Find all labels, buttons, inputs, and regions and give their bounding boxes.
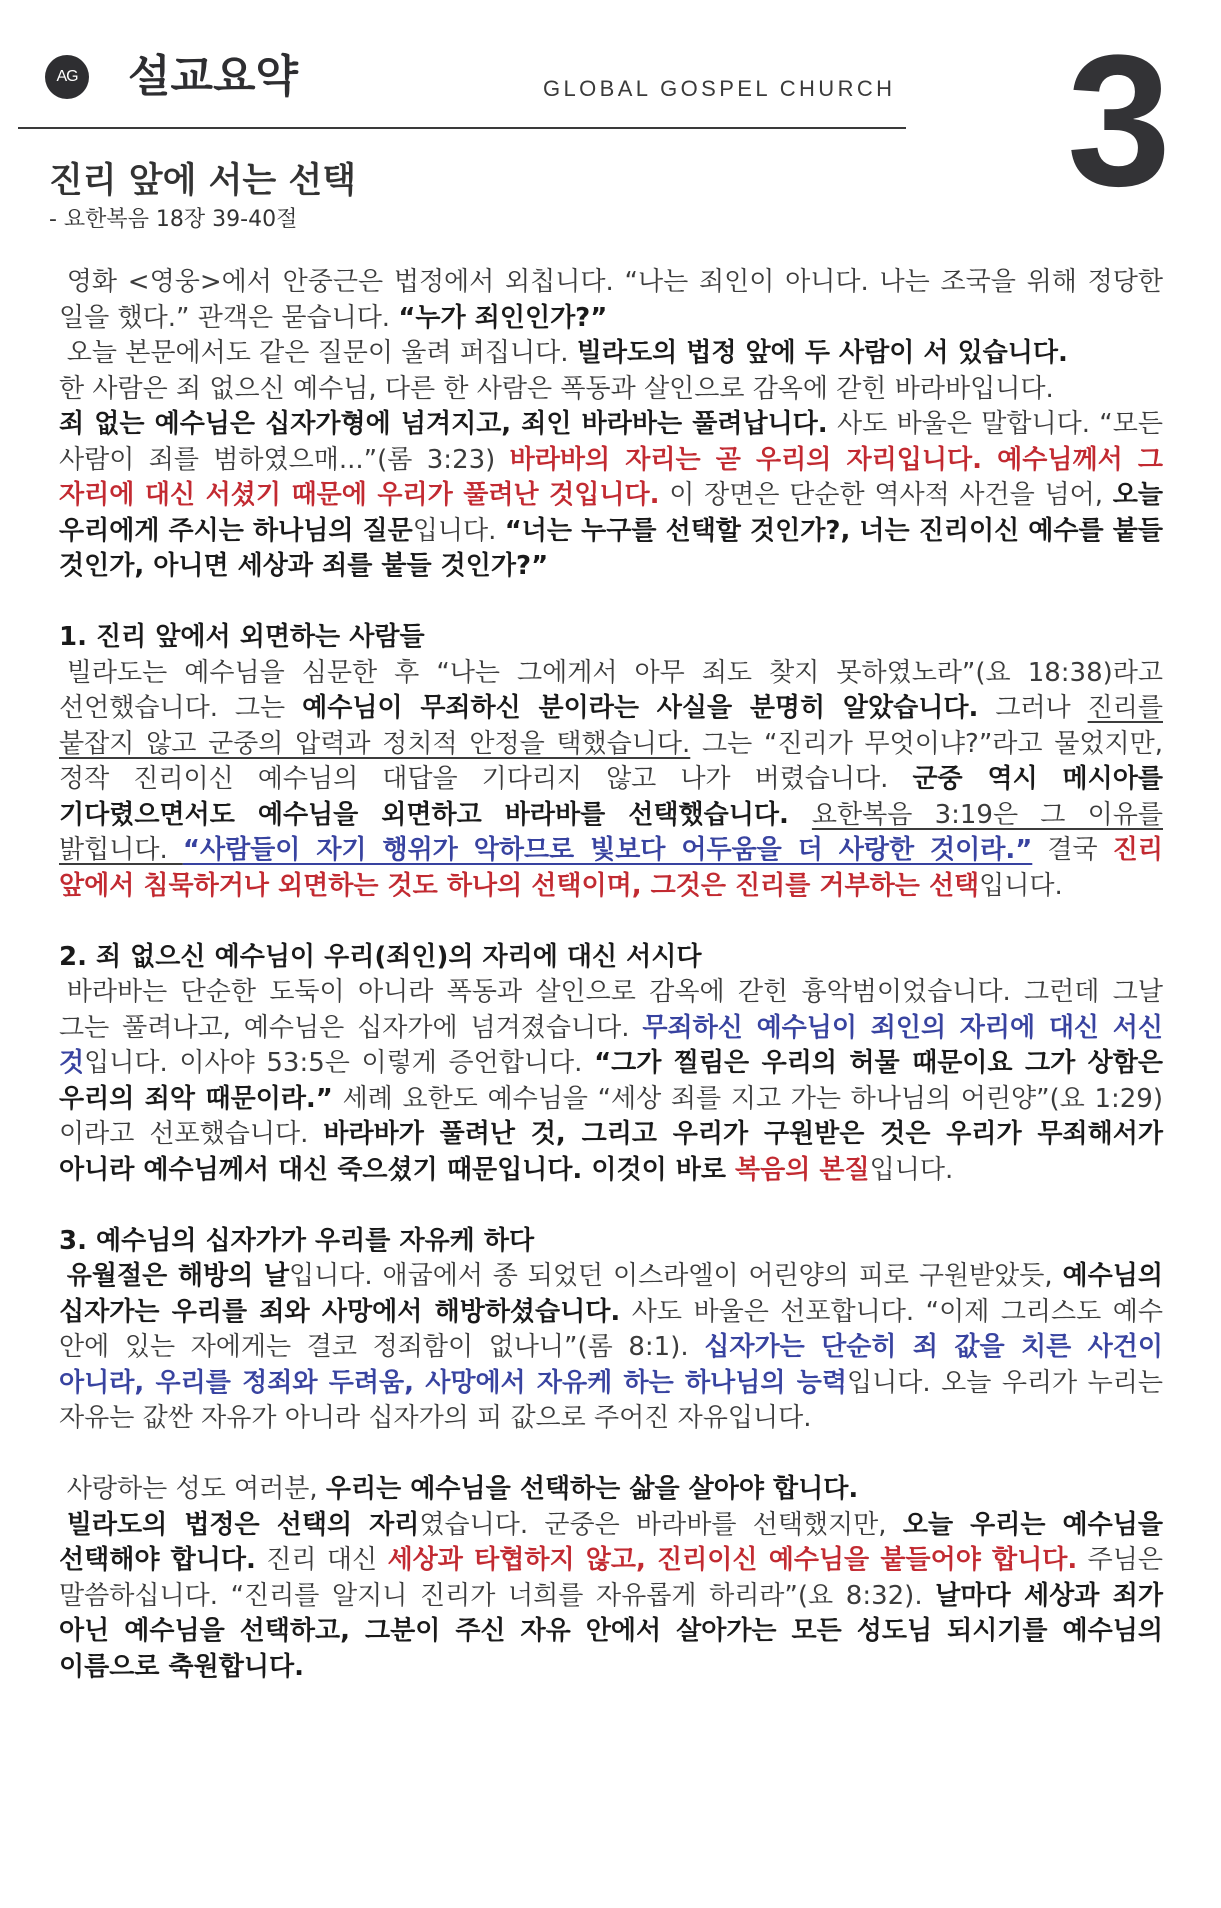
logo-text: AG (56, 68, 78, 85)
bold-text: 군중 역시 메시아를 기다렸으면서도 예수님을 외면하고 바라바를 선택했습니다. (59, 764, 1163, 830)
sermon-body (59, 265, 1163, 1685)
underlined-text: 진리를 붙잡지 않고 군중의 압력과 정치적 안정을 택했습니다. (59, 693, 1163, 759)
text-run: 그는 “진리가 무엇이냐?”라고 물었지만, 정작 진리이신 예수님의 대답을 기다리지 않고 나가 버렸습니다. (59, 728, 1163, 794)
section-1 (59, 620, 1163, 904)
bold-text: “누가 죄인인가?” (398, 302, 608, 333)
bold-text: 바라바가 풀려난 것, 그리고 우리가 구원받은 것은 우리가 무죄해서가 아니라 예수님께서 대신 죽으셨기 때문입니다. 이것이 바로 (59, 1119, 1164, 1185)
text-run: 주님은 말씀하십니다. “진리를 알지니 진리가 너희를 자유롭게 하리라”(요 8:32). (59, 1545, 1163, 1611)
section-heading: 1. 진리 앞에서 외면하는 사람들 (59, 622, 425, 652)
sermon-title: 진리 앞에 서는 선택 (49, 161, 357, 201)
red-emphasis-text: 세상과 타협하지 않고, 진리이신 예수님을 붙들어야 합니다. (387, 1545, 1078, 1575)
bold-text: 빌라도의 법정은 선택의 자리 (66, 1509, 420, 1540)
bold-text: 죄 없는 예수님은 십자가형에 넘겨지고, 죄인 바라바는 풀려납니다. (59, 409, 828, 439)
bulletin-label: 설교요약 (128, 51, 299, 102)
text-run: 사도 바울은 선포합니다. “이제 그리스도 예수 안에 있는 자에게는 결코 정죄함이 없나니”(롬 8:1). (59, 1296, 1163, 1362)
bold-text: 오늘 우리에게 주시는 하나님의 질문 (59, 480, 1164, 546)
bold-text: 빌라도의 법정 앞에 두 사람이 서 있습니다. (576, 338, 1068, 368)
text-run: 입니다. 애굽에서 종 되었던 이스라엘이 어린양의 피로 구원받았듯, (289, 1261, 1063, 1291)
intro (59, 265, 1163, 585)
section-heading: 2. 죄 없으신 예수님이 우리(죄인)의 자리에 대신 서시다 (59, 941, 702, 972)
bold-text: “너는 누구를 선택할 것인가?, 너는 진리이신 예수를 붙들 것인가, 아니면 세상과 죄를 붙들 것인가?” (59, 515, 1163, 581)
church-name: GLOBAL GOSPEL CHURCH (543, 76, 896, 101)
bold-text: 우리는 예수님을 선택하는 삶을 살아야 합니다. (325, 1474, 859, 1504)
text-run: 이 장면은 단순한 역사적 사건을 넘어, (659, 480, 1113, 510)
text-run: 결국 (1032, 835, 1113, 865)
paragraph (59, 975, 1163, 1188)
bold-text: 예수님의 십자가는 우리를 죄와 사망에서 해방하셨습니다. (59, 1261, 1163, 1327)
text-run: 세례 요한도 예수님을 “세상 죄를 지고 가는 하나님의 어린양”(요 1:29)이라고 선포했습니다. (59, 1083, 1163, 1149)
text-run: 입니다. (412, 515, 505, 546)
paragraph (59, 336, 1163, 372)
paragraph (59, 407, 1163, 585)
red-emphasis-text: 진리 앞에서 침묵하거나 외면하는 것도 하나의 선택이며, 그것은 진리를 거부하는 선택 (59, 835, 1164, 901)
text-run: 입니다. (979, 870, 1063, 901)
text-run: 한 사람은 죄 없으신 예수님, 다른 한 사람은 폭동과 살인으로 감옥에 갇힌 바라바입니다. (59, 373, 1054, 404)
paragraph (59, 265, 1163, 336)
red-emphasis-text: 복음의 본질 (735, 1154, 870, 1185)
text-run: 바라바는 단순한 도둑이 아니라 폭동과 살인으로 감옥에 갇힌 흉악범이었습니다. 그런데 그날 그는 풀려나고, 예수님은 십자가에 넘겨졌습니다. (59, 977, 1163, 1043)
sermon-number: 3 (1066, 16, 1171, 225)
text-run: 영화 <영웅>에서 안중근은 법정에서 외칩니다. “나는 죄인이 아니다. 나는 조국을 위해 정당한 일을 했다.” 관객은 묻습니다. (59, 267, 1163, 333)
section-2 (59, 940, 1163, 1189)
paragraph (59, 656, 1163, 905)
text-run: 입니다. 오늘 우리가 누리는 자유는 값싼 자유가 아니라 십자가의 피 값으로 주어진 자유입니다. (59, 1367, 1163, 1433)
text-run: 진리 대신 (255, 1545, 388, 1575)
sections (59, 620, 1163, 1437)
text-run: 사랑하는 성도 여러분, (66, 1474, 326, 1504)
paragraph (59, 1259, 1163, 1437)
text-run: 그러나 (978, 693, 1088, 723)
text-run: 입니다. (869, 1154, 954, 1185)
closing (59, 1472, 1163, 1685)
section-heading: 3. 예수님의 십자가가 우리를 자유케 하다 (59, 1225, 535, 1256)
header-divider (18, 127, 906, 129)
blue-emphasis-text: 십자가는 단순히 죄 값을 치른 사건이 아니라, 우리를 정죄와 두려움, 사망에서 자유케 하는 하나님의 능력 (59, 1332, 1163, 1398)
text-run: 입니다. 이사야 53:5은 이렇게 증언합니다. (84, 1048, 595, 1078)
bold-text: 유월절은 해방의 날 (66, 1261, 290, 1291)
text-run: 였습니다. 군중은 바라바를 선택했지만, (419, 1509, 903, 1540)
bold-text: “그가 찔림은 우리의 허물 때문이요 그가 상함은 우리의 죄악 때문이라.” (59, 1048, 1164, 1114)
text-run: 오늘 본문에서도 같은 질문이 울려 퍼집니다. (66, 338, 577, 368)
paragraph (59, 1508, 1163, 1686)
paragraph (59, 1472, 1163, 1508)
text-run: 사도 바울은 말합니다. “모든 사람이 죄를 범하였으매...”(롬 3:23) (59, 409, 1164, 475)
underlined-text: 요한복음 3:19은 그 이유를 밝힙니다. (59, 799, 1163, 865)
scripture-reference: - 요한복음 18장 39-40절 (49, 207, 298, 232)
church-logo (45, 55, 89, 99)
section-3 (59, 1224, 1163, 1437)
text-run: 빌라도는 예수님을 심문한 후 “나는 그에게서 아무 죄도 찾지 못하였노라”(요 18:38)라고 선언했습니다. 그는 (59, 657, 1163, 723)
paragraph (59, 372, 1163, 408)
bold-text: 날마다 세상과 죄가 아닌 예수님을 선택하고, 그분이 주신 자유 안에서 살아가는 모든 성도님 되시기를 예수님의 이름으로 축원합니다. (59, 1580, 1163, 1682)
bold-text: 예수님이 무죄하신 분이라는 사실을 분명히 알았습니다. (302, 693, 979, 723)
blue-emphasis-text: “사람들이 자기 행위가 악하므로 빛보다 어두움을 더 사랑한 것이라.” (182, 835, 1033, 865)
bold-text: 오늘 우리는 예수님을 선택해야 합니다. (59, 1509, 1163, 1575)
blue-emphasis-text: 무죄하신 예수님이 죄인의 자리에 대신 서신 것 (59, 1012, 1163, 1078)
red-emphasis-text: 바라바의 자리는 곧 우리의 자리입니다. 예수님께서 그 자리에 대신 서셨기 때문에 우리가 풀려난 것입니다. (59, 444, 1163, 510)
